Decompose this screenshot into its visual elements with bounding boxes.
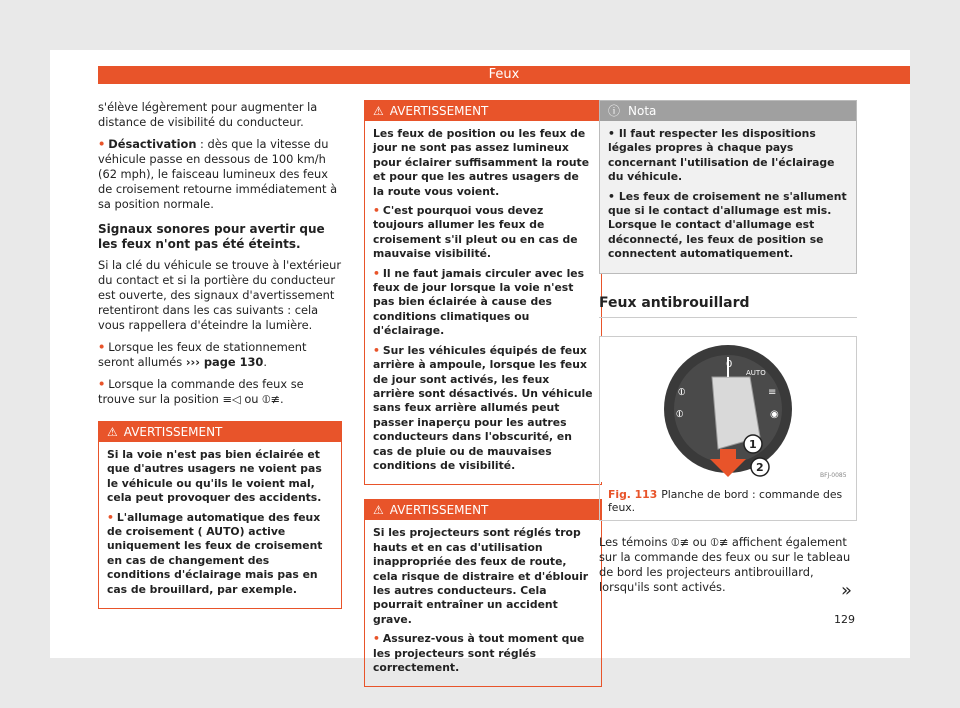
text: Il faut respecter les dispositions légales propres à chaque pays concernant l'utilisation de l'éclairage du véhicule.: [608, 127, 835, 184]
note-body: [600, 121, 856, 273]
page: [50, 50, 910, 674]
text: Il ne faut jamais circuler avec les feux de jour lorsque la voie n'est pas bien éclairée à cause des conditions climatiques ou d'éclairage.: [373, 266, 585, 338]
bullet-item: [373, 632, 593, 675]
warning-title: AVERTISSEMENT: [389, 104, 489, 118]
warning-header: [99, 422, 341, 442]
figure-caption: [600, 482, 856, 520]
bullet-item: [107, 511, 333, 597]
paragraph: s'élève légèrement pour augmenter la distance de visibilité du conducteur.: [98, 100, 318, 129]
page-link[interactable]: ››› page 130: [185, 355, 264, 369]
parking-light-icon: ◉: [770, 408, 779, 420]
note-header: [600, 101, 856, 121]
warning-icon: ⚠: [373, 503, 384, 518]
knob-label-auto: AUTO: [746, 368, 766, 377]
continue-marker: »: [840, 580, 852, 601]
paragraph: Les témoins ⦶≢ ou ⦶≢ affichent également sur la commande des feux ou sur le tableau de bord les projecteurs antibrouillard, lorsqu'ils sont activés.: [599, 534, 851, 594]
warning-box: [364, 499, 602, 687]
label: Désactivation: [108, 137, 197, 151]
callout-1-number: 1: [749, 437, 757, 451]
paragraph: [98, 137, 342, 212]
warning-body: [365, 121, 601, 484]
warning-header: [365, 500, 601, 520]
bullet-item: [373, 344, 593, 474]
page-number: 129: [834, 613, 855, 626]
column-1: [98, 100, 342, 609]
subheading: Signaux sonores pour avertir que les feux n'ont pas été éteints.: [98, 222, 325, 251]
text: : dès que la vitesse du véhicule passe en dessous de 100 km/h (62 mph), le faisceau lumineux des feux de croisement retourne immédiatement à sa position normale.: [98, 137, 338, 211]
warning-body: [365, 520, 601, 686]
warning-icon: ⚠: [373, 104, 384, 118]
bullet-icon: •: [373, 204, 380, 218]
text: Les feux de croisement ne s'allument que si le contact d'allumage est mis. Lorsque le contact d'allumage est déconnecté, les feux de position se connectent automatiquement.: [608, 189, 847, 261]
fog-rear-icon: ⦶: [676, 408, 684, 420]
bullet-icon: •: [373, 632, 380, 646]
section-title: Feux antibrouillard: [599, 296, 857, 318]
note-title: Nota: [628, 104, 657, 118]
bullet-item: [373, 267, 593, 339]
text: C'est pourquoi vous devez toujours allumer les feux de croisement s'il pleut ou en cas de mauvaise visibilité.: [373, 204, 578, 261]
text: L'allumage automatique des feux de croisement ( AUTO) active uniquement les feux de croisement en cas de changement des conditions d'éclairage mais pas en cas de brouillard, par exemple.: [107, 510, 323, 596]
text: Lorsque les feux de stationnement seront allumés: [98, 340, 307, 369]
bullet-item: [608, 190, 848, 262]
bullet-icon: •: [608, 127, 615, 140]
paragraph: Si la clé du véhicule se trouve à l'extérieur du contact et si la portière du conducteur est ouverte, des signaux d'avertissement retentiront dans les cas suivants : cela vous rappellera d'éteindre la lumière.: [98, 258, 342, 332]
warning-box: [364, 100, 602, 485]
warning-icon: ⚠: [107, 425, 118, 439]
page-header: Feux: [98, 66, 910, 84]
bullet-icon: •: [98, 377, 106, 391]
column-2: [364, 100, 602, 687]
low-beam-icon: ≡: [768, 386, 777, 398]
bullet-item: [373, 204, 593, 262]
callout-2-number: 2: [756, 460, 764, 474]
warning-title: AVERTISSEMENT: [123, 425, 223, 439]
bullet-icon: •: [608, 189, 615, 203]
bullet-item: [98, 377, 342, 407]
text: Lorsque la commande des feux se trouve sur la position ≡◁ ou ⦶≢.: [98, 377, 304, 406]
warning-body: [99, 442, 341, 608]
bullet-icon: •: [98, 137, 106, 151]
bullet-icon: •: [373, 343, 380, 357]
text: Sur les véhicules équipés de feux arrière à ampoule, lorsque les feux de jour sont activés, les feux arrière sont désactivés. Un véhicule sans feux arrière allumés peut passer inaperçu pour les autres conducteurs dans l'obscurité, en cas de pluie ou de mauvaises conditions de visibilité.: [373, 343, 593, 472]
paragraph: Les feux de position ou les feux de jour ne sont pas assez lumineux pour éclairer suffisamment la route et pour que les autres usagers de la route vous voient.: [373, 127, 590, 198]
caption-text: Planche de bord : commande des feux.: [608, 487, 843, 514]
paragraph: Si les projecteurs sont réglés trop hauts et en cas d'utilisation inappropriée des feux de route, cela risque de distraire et d'éblouir les autres conducteurs. Cela pourrait entraîner un accident grave.: [373, 526, 589, 626]
figure-code: BFJ-0085: [820, 471, 847, 479]
note-box: [599, 100, 857, 274]
light-switch-illustration: [600, 337, 856, 482]
figure: [599, 336, 857, 521]
figure-image: [600, 337, 856, 482]
bullet-icon: •: [107, 510, 114, 524]
text: Assurez-vous à tout moment que les projecteurs sont réglés correctement.: [373, 632, 585, 674]
bullet-item: [608, 127, 848, 185]
bullet-icon: •: [373, 266, 380, 280]
figure-label: Fig. 113: [608, 487, 658, 501]
knob-label-0: 0: [726, 358, 733, 370]
fog-front-icon: ⦶: [678, 386, 686, 398]
info-icon: ⓘ: [608, 104, 621, 118]
column-3: [599, 100, 857, 602]
warning-title: AVERTISSEMENT: [389, 503, 489, 518]
warning-header: [365, 101, 601, 121]
bullet-icon: •: [98, 340, 106, 354]
warning-box: [98, 421, 342, 609]
paragraph: Si la voie n'est pas bien éclairée et que d'autres usagers ne voient pas le véhicule ou qu'ils le voient mal, cela peut provoquer des accidents.: [107, 448, 322, 505]
bullet-item: • Lorsque les feux de stationnement seront allumés ››› page 130.: [98, 340, 307, 369]
